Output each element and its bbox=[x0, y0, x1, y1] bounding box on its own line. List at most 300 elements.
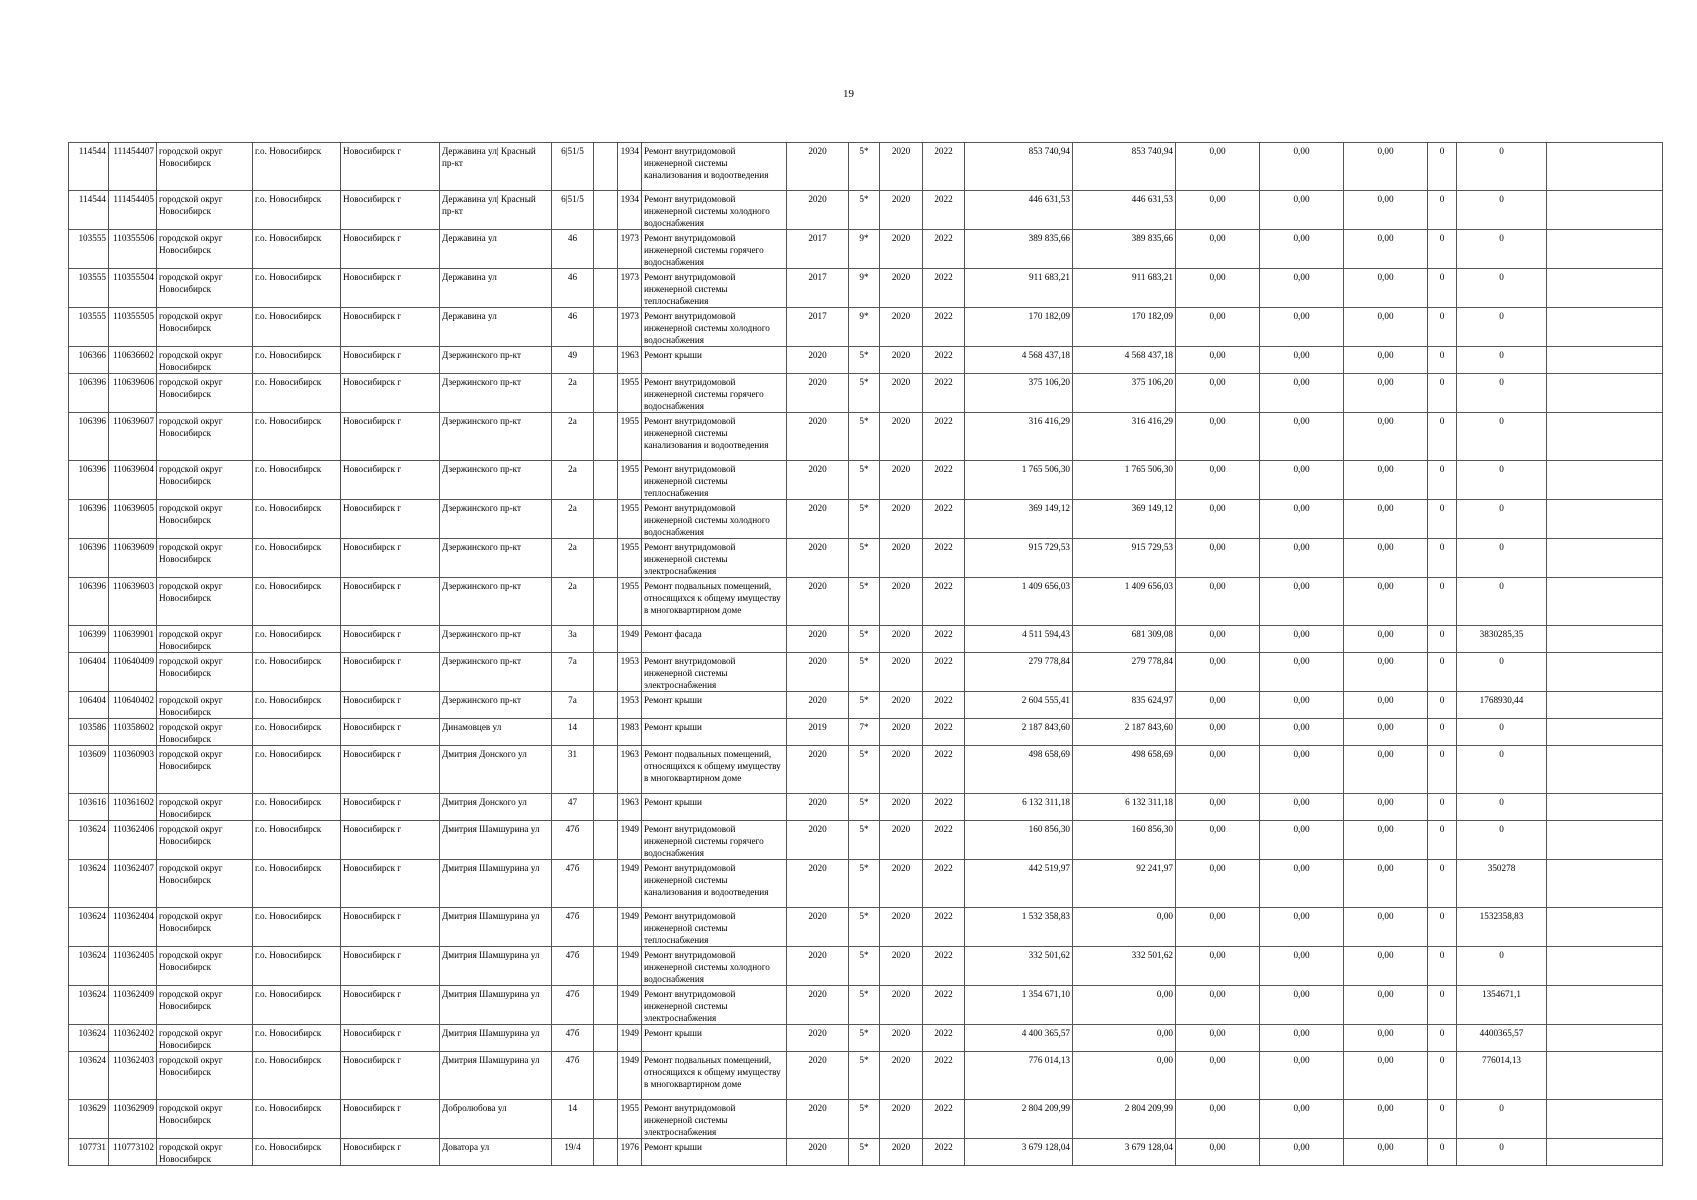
row-floors: 5* bbox=[849, 500, 880, 539]
row-total-cost: 853 740,94 bbox=[965, 143, 1073, 191]
row-zero-col: 0 bbox=[1428, 908, 1457, 947]
row-start-year: 2020 bbox=[880, 1139, 923, 1166]
row-floors: 5* bbox=[849, 653, 880, 692]
row-street: Дмитрия Шамшурина ул bbox=[440, 947, 552, 986]
row-id: 106396 bbox=[69, 578, 109, 626]
row-source-2: 0,00 bbox=[1260, 794, 1344, 821]
row-total-cost: 6 132 311,18 bbox=[965, 794, 1073, 821]
row-start-year: 2020 bbox=[880, 626, 923, 653]
row-block bbox=[594, 692, 618, 719]
row-year: 1973 bbox=[618, 308, 642, 347]
row-street: Динамовцев ул bbox=[440, 719, 552, 746]
row-floors: 5* bbox=[849, 143, 880, 191]
row-extra-amount: 1354671,1 bbox=[1457, 986, 1547, 1025]
table-row bbox=[69, 230, 1663, 269]
row-work-type: Ремонт крыши bbox=[642, 719, 787, 746]
row-source-2: 0,00 bbox=[1260, 986, 1344, 1025]
table-row bbox=[69, 794, 1663, 821]
row-extra-amount: 0 bbox=[1457, 821, 1547, 860]
row-id: 114544 bbox=[69, 143, 109, 191]
row-zero-col: 0 bbox=[1428, 1052, 1457, 1100]
row-total-cost: 1 354 671,10 bbox=[965, 986, 1073, 1025]
row-city: Новосибирск г bbox=[341, 1100, 440, 1139]
row-plan-year: 2020 bbox=[787, 461, 849, 500]
row-block bbox=[594, 308, 618, 347]
row-work-type: Ремонт внутридомовой инженерной системы теплоснабжения bbox=[642, 269, 787, 308]
row-floors: 5* bbox=[849, 746, 880, 794]
row-house: 47б bbox=[552, 986, 594, 1025]
row-fund-amount: 332 501,62 bbox=[1073, 947, 1176, 986]
row-source-1: 0,00 bbox=[1176, 500, 1260, 539]
row-id: 103624 bbox=[69, 986, 109, 1025]
row-year: 1955 bbox=[618, 539, 642, 578]
row-empty-cell bbox=[1547, 626, 1663, 653]
row-zero-col: 0 bbox=[1428, 1139, 1457, 1166]
row-block bbox=[594, 374, 618, 413]
row-code: 111454407 bbox=[109, 143, 157, 191]
row-extra-amount: 0 bbox=[1457, 539, 1547, 578]
row-end-year: 2022 bbox=[923, 908, 965, 947]
row-year: 1949 bbox=[618, 908, 642, 947]
row-zero-col: 0 bbox=[1428, 308, 1457, 347]
row-fund-amount: 1 409 656,03 bbox=[1073, 578, 1176, 626]
row-city: Новосибирск г bbox=[341, 230, 440, 269]
row-start-year: 2020 bbox=[880, 794, 923, 821]
row-total-cost: 915 729,53 bbox=[965, 539, 1073, 578]
row-source-2: 0,00 bbox=[1260, 719, 1344, 746]
row-extra-amount: 3830285,35 bbox=[1457, 626, 1547, 653]
row-end-year: 2022 bbox=[923, 191, 965, 230]
row-block bbox=[594, 1139, 618, 1166]
row-street: Дмитрия Шамшурина ул bbox=[440, 1052, 552, 1100]
row-street: Дзержинского пр-кт bbox=[440, 347, 552, 374]
row-source-1: 0,00 bbox=[1176, 1100, 1260, 1139]
row-source-3: 0,00 bbox=[1344, 1139, 1428, 1166]
row-extra-amount: 0 bbox=[1457, 500, 1547, 539]
table-row bbox=[69, 626, 1663, 653]
row-code: 110360903 bbox=[109, 746, 157, 794]
row-extra-amount: 0 bbox=[1457, 794, 1547, 821]
row-street: Дзержинского пр-кт bbox=[440, 578, 552, 626]
row-end-year: 2022 bbox=[923, 308, 965, 347]
row-block bbox=[594, 1052, 618, 1100]
row-floors: 5* bbox=[849, 986, 880, 1025]
row-municipality: г.о. Новосибирск bbox=[253, 461, 341, 500]
row-plan-year: 2020 bbox=[787, 539, 849, 578]
row-block bbox=[594, 578, 618, 626]
row-district: городской округ Новосибирск bbox=[157, 653, 253, 692]
row-work-type: Ремонт внутридомовой инженерной системы горячего водоснабжения bbox=[642, 821, 787, 860]
row-fund-amount: 369 149,12 bbox=[1073, 500, 1176, 539]
row-street: Дзержинского пр-кт bbox=[440, 374, 552, 413]
row-floors: 5* bbox=[849, 1139, 880, 1166]
row-extra-amount: 0 bbox=[1457, 347, 1547, 374]
row-district: городской округ Новосибирск bbox=[157, 1025, 253, 1052]
row-end-year: 2022 bbox=[923, 947, 965, 986]
row-zero-col: 0 bbox=[1428, 746, 1457, 794]
row-empty-cell bbox=[1547, 413, 1663, 461]
row-house: 46 bbox=[552, 269, 594, 308]
row-source-2: 0,00 bbox=[1260, 269, 1344, 308]
row-empty-cell bbox=[1547, 374, 1663, 413]
row-code: 110362406 bbox=[109, 821, 157, 860]
row-code: 110773102 bbox=[109, 1139, 157, 1166]
row-id: 106404 bbox=[69, 692, 109, 719]
row-fund-amount: 0,00 bbox=[1073, 908, 1176, 947]
row-start-year: 2020 bbox=[880, 719, 923, 746]
row-house: 47б bbox=[552, 1025, 594, 1052]
row-zero-col: 0 bbox=[1428, 947, 1457, 986]
table-row bbox=[69, 821, 1663, 860]
table-row bbox=[69, 986, 1663, 1025]
row-code: 110362402 bbox=[109, 1025, 157, 1052]
row-zero-col: 0 bbox=[1428, 230, 1457, 269]
row-end-year: 2022 bbox=[923, 1025, 965, 1052]
row-source-1: 0,00 bbox=[1176, 653, 1260, 692]
row-source-2: 0,00 bbox=[1260, 1100, 1344, 1139]
row-start-year: 2020 bbox=[880, 191, 923, 230]
row-extra-amount: 0 bbox=[1457, 191, 1547, 230]
row-source-3: 0,00 bbox=[1344, 374, 1428, 413]
row-city: Новосибирск г bbox=[341, 626, 440, 653]
row-floors: 5* bbox=[849, 1100, 880, 1139]
table-row bbox=[69, 746, 1663, 794]
row-municipality: г.о. Новосибирск bbox=[253, 1025, 341, 1052]
row-municipality: г.о. Новосибирск bbox=[253, 191, 341, 230]
row-empty-cell bbox=[1547, 746, 1663, 794]
row-source-1: 0,00 bbox=[1176, 191, 1260, 230]
row-floors: 7* bbox=[849, 719, 880, 746]
row-id: 106396 bbox=[69, 539, 109, 578]
row-total-cost: 332 501,62 bbox=[965, 947, 1073, 986]
row-end-year: 2022 bbox=[923, 746, 965, 794]
row-total-cost: 1 409 656,03 bbox=[965, 578, 1073, 626]
row-extra-amount: 0 bbox=[1457, 653, 1547, 692]
row-block bbox=[594, 794, 618, 821]
row-floors: 9* bbox=[849, 230, 880, 269]
row-source-3: 0,00 bbox=[1344, 230, 1428, 269]
row-plan-year: 2020 bbox=[787, 746, 849, 794]
row-fund-amount: 375 106,20 bbox=[1073, 374, 1176, 413]
row-city: Новосибирск г bbox=[341, 374, 440, 413]
row-zero-col: 0 bbox=[1428, 539, 1457, 578]
row-extra-amount: 0 bbox=[1457, 461, 1547, 500]
row-start-year: 2020 bbox=[880, 308, 923, 347]
table-row bbox=[69, 1052, 1663, 1100]
row-source-1: 0,00 bbox=[1176, 719, 1260, 746]
row-floors: 5* bbox=[849, 413, 880, 461]
row-city: Новосибирск г bbox=[341, 1052, 440, 1100]
row-house: 14 bbox=[552, 1100, 594, 1139]
row-code: 110362403 bbox=[109, 1052, 157, 1100]
row-source-2: 0,00 bbox=[1260, 578, 1344, 626]
row-year: 1973 bbox=[618, 230, 642, 269]
row-empty-cell bbox=[1547, 230, 1663, 269]
row-block bbox=[594, 500, 618, 539]
row-extra-amount: 0 bbox=[1457, 230, 1547, 269]
row-total-cost: 389 835,66 bbox=[965, 230, 1073, 269]
row-source-2: 0,00 bbox=[1260, 413, 1344, 461]
row-zero-col: 0 bbox=[1428, 626, 1457, 653]
row-house: 46 bbox=[552, 308, 594, 347]
row-source-3: 0,00 bbox=[1344, 692, 1428, 719]
row-municipality: г.о. Новосибирск bbox=[253, 653, 341, 692]
row-source-3: 0,00 bbox=[1344, 1025, 1428, 1052]
row-start-year: 2020 bbox=[880, 1025, 923, 1052]
row-zero-col: 0 bbox=[1428, 653, 1457, 692]
row-year: 1963 bbox=[618, 746, 642, 794]
row-plan-year: 2020 bbox=[787, 860, 849, 908]
row-end-year: 2022 bbox=[923, 578, 965, 626]
row-fund-amount: 498 658,69 bbox=[1073, 746, 1176, 794]
row-district: городской округ Новосибирск bbox=[157, 947, 253, 986]
row-plan-year: 2020 bbox=[787, 500, 849, 539]
row-district: городской округ Новосибирск bbox=[157, 269, 253, 308]
row-city: Новосибирск г bbox=[341, 413, 440, 461]
row-year: 1934 bbox=[618, 191, 642, 230]
row-house: 2а bbox=[552, 413, 594, 461]
row-district: городской округ Новосибирск bbox=[157, 719, 253, 746]
row-source-3: 0,00 bbox=[1344, 143, 1428, 191]
row-house: 6|51/5 bbox=[552, 191, 594, 230]
row-house: 47б bbox=[552, 908, 594, 947]
row-house: 47б bbox=[552, 1052, 594, 1100]
row-source-2: 0,00 bbox=[1260, 500, 1344, 539]
row-year: 1976 bbox=[618, 1139, 642, 1166]
row-work-type: Ремонт фасада bbox=[642, 626, 787, 653]
row-work-type: Ремонт крыши bbox=[642, 347, 787, 374]
row-plan-year: 2020 bbox=[787, 653, 849, 692]
row-start-year: 2020 bbox=[880, 908, 923, 947]
row-district: городской округ Новосибирск bbox=[157, 1100, 253, 1139]
table-row bbox=[69, 1139, 1663, 1166]
row-fund-amount: 911 683,21 bbox=[1073, 269, 1176, 308]
row-source-3: 0,00 bbox=[1344, 1052, 1428, 1100]
row-city: Новосибирск г bbox=[341, 794, 440, 821]
row-fund-amount: 170 182,09 bbox=[1073, 308, 1176, 347]
row-source-2: 0,00 bbox=[1260, 1139, 1344, 1166]
row-empty-cell bbox=[1547, 821, 1663, 860]
row-city: Новосибирск г bbox=[341, 269, 440, 308]
row-empty-cell bbox=[1547, 578, 1663, 626]
row-zero-col: 0 bbox=[1428, 719, 1457, 746]
row-zero-col: 0 bbox=[1428, 413, 1457, 461]
row-source-1: 0,00 bbox=[1176, 947, 1260, 986]
row-street: Державина ул bbox=[440, 269, 552, 308]
row-extra-amount: 0 bbox=[1457, 719, 1547, 746]
row-plan-year: 2020 bbox=[787, 374, 849, 413]
row-district: городской округ Новосибирск bbox=[157, 230, 253, 269]
row-municipality: г.о. Новосибирск bbox=[253, 269, 341, 308]
table-row bbox=[69, 1100, 1663, 1139]
row-source-2: 0,00 bbox=[1260, 746, 1344, 794]
row-code: 110639606 bbox=[109, 374, 157, 413]
row-plan-year: 2017 bbox=[787, 230, 849, 269]
row-zero-col: 0 bbox=[1428, 143, 1457, 191]
row-zero-col: 0 bbox=[1428, 1100, 1457, 1139]
row-municipality: г.о. Новосибирск bbox=[253, 413, 341, 461]
row-fund-amount: 6 132 311,18 bbox=[1073, 794, 1176, 821]
row-city: Новосибирск г bbox=[341, 347, 440, 374]
row-floors: 5* bbox=[849, 374, 880, 413]
row-year: 1949 bbox=[618, 986, 642, 1025]
row-empty-cell bbox=[1547, 653, 1663, 692]
row-source-2: 0,00 bbox=[1260, 653, 1344, 692]
row-id: 106366 bbox=[69, 347, 109, 374]
row-end-year: 2022 bbox=[923, 269, 965, 308]
row-fund-amount: 681 309,08 bbox=[1073, 626, 1176, 653]
row-source-3: 0,00 bbox=[1344, 269, 1428, 308]
row-extra-amount: 0 bbox=[1457, 947, 1547, 986]
row-block bbox=[594, 269, 618, 308]
row-total-cost: 1 765 506,30 bbox=[965, 461, 1073, 500]
row-start-year: 2020 bbox=[880, 269, 923, 308]
row-total-cost: 442 519,97 bbox=[965, 860, 1073, 908]
row-work-type: Ремонт внутридомовой инженерной системы электроснабжения bbox=[642, 986, 787, 1025]
row-start-year: 2020 bbox=[880, 347, 923, 374]
row-zero-col: 0 bbox=[1428, 821, 1457, 860]
row-code: 110639605 bbox=[109, 500, 157, 539]
row-district: городской округ Новосибирск bbox=[157, 692, 253, 719]
row-block bbox=[594, 626, 618, 653]
row-plan-year: 2020 bbox=[787, 578, 849, 626]
row-source-3: 0,00 bbox=[1344, 653, 1428, 692]
table-row bbox=[69, 500, 1663, 539]
row-work-type: Ремонт внутридомовой инженерной системы электроснабжения bbox=[642, 1100, 787, 1139]
row-extra-amount: 1532358,83 bbox=[1457, 908, 1547, 947]
row-source-3: 0,00 bbox=[1344, 860, 1428, 908]
row-total-cost: 498 658,69 bbox=[965, 746, 1073, 794]
row-plan-year: 2020 bbox=[787, 191, 849, 230]
row-house: 7а bbox=[552, 692, 594, 719]
row-year: 1955 bbox=[618, 374, 642, 413]
row-total-cost: 170 182,09 bbox=[965, 308, 1073, 347]
row-city: Новосибирск г bbox=[341, 746, 440, 794]
row-code: 110639604 bbox=[109, 461, 157, 500]
row-extra-amount: 0 bbox=[1457, 269, 1547, 308]
table-row bbox=[69, 269, 1663, 308]
row-municipality: г.о. Новосибирск bbox=[253, 374, 341, 413]
row-house: 7а bbox=[552, 653, 594, 692]
row-floors: 9* bbox=[849, 269, 880, 308]
row-end-year: 2022 bbox=[923, 230, 965, 269]
row-code: 110362404 bbox=[109, 908, 157, 947]
row-street: Державина ул| Красный пр-кт bbox=[440, 191, 552, 230]
row-work-type: Ремонт внутридомовой инженерной системы холодного водоснабжения bbox=[642, 308, 787, 347]
row-city: Новосибирск г bbox=[341, 539, 440, 578]
row-block bbox=[594, 821, 618, 860]
row-street: Державина ул bbox=[440, 308, 552, 347]
row-end-year: 2022 bbox=[923, 794, 965, 821]
table-row bbox=[69, 1025, 1663, 1052]
row-source-3: 0,00 bbox=[1344, 821, 1428, 860]
row-source-1: 0,00 bbox=[1176, 908, 1260, 947]
row-block bbox=[594, 947, 618, 986]
row-end-year: 2022 bbox=[923, 500, 965, 539]
row-floors: 5* bbox=[849, 860, 880, 908]
row-street: Дзержинского пр-кт bbox=[440, 500, 552, 539]
row-end-year: 2022 bbox=[923, 1100, 965, 1139]
row-plan-year: 2020 bbox=[787, 1052, 849, 1100]
row-code: 110636602 bbox=[109, 347, 157, 374]
row-plan-year: 2020 bbox=[787, 143, 849, 191]
row-block bbox=[594, 230, 618, 269]
table-row bbox=[69, 692, 1663, 719]
row-street: Дмитрия Шамшурина ул bbox=[440, 1025, 552, 1052]
row-end-year: 2022 bbox=[923, 692, 965, 719]
row-fund-amount: 2 804 209,99 bbox=[1073, 1100, 1176, 1139]
row-source-2: 0,00 bbox=[1260, 461, 1344, 500]
row-district: городской округ Новосибирск bbox=[157, 578, 253, 626]
row-municipality: г.о. Новосибирск bbox=[253, 578, 341, 626]
row-work-type: Ремонт внутридомовой инженерной системы канализования и водоотведения bbox=[642, 860, 787, 908]
row-house: 31 bbox=[552, 746, 594, 794]
row-total-cost: 446 631,53 bbox=[965, 191, 1073, 230]
row-source-2: 0,00 bbox=[1260, 374, 1344, 413]
row-district: городской округ Новосибирск bbox=[157, 908, 253, 947]
row-source-3: 0,00 bbox=[1344, 500, 1428, 539]
row-city: Новосибирск г bbox=[341, 821, 440, 860]
row-end-year: 2022 bbox=[923, 461, 965, 500]
row-source-1: 0,00 bbox=[1176, 539, 1260, 578]
row-source-1: 0,00 bbox=[1176, 1025, 1260, 1052]
row-city: Новосибирск г bbox=[341, 461, 440, 500]
row-house: 14 bbox=[552, 719, 594, 746]
row-source-2: 0,00 bbox=[1260, 308, 1344, 347]
row-municipality: г.о. Новосибирск bbox=[253, 986, 341, 1025]
row-block bbox=[594, 143, 618, 191]
row-city: Новосибирск г bbox=[341, 947, 440, 986]
row-start-year: 2020 bbox=[880, 461, 923, 500]
row-zero-col: 0 bbox=[1428, 269, 1457, 308]
row-city: Новосибирск г bbox=[341, 191, 440, 230]
table-row bbox=[69, 947, 1663, 986]
row-work-type: Ремонт внутридомовой инженерной системы холодного водоснабжения bbox=[642, 500, 787, 539]
row-empty-cell bbox=[1547, 461, 1663, 500]
row-source-2: 0,00 bbox=[1260, 692, 1344, 719]
row-zero-col: 0 bbox=[1428, 1025, 1457, 1052]
row-plan-year: 2020 bbox=[787, 986, 849, 1025]
row-source-3: 0,00 bbox=[1344, 578, 1428, 626]
table-row bbox=[69, 413, 1663, 461]
repair-registry-table bbox=[68, 142, 1663, 1166]
row-city: Новосибирск г bbox=[341, 1139, 440, 1166]
row-fund-amount: 446 631,53 bbox=[1073, 191, 1176, 230]
row-street: Державина ул| Красный пр-кт bbox=[440, 143, 552, 191]
row-source-3: 0,00 bbox=[1344, 908, 1428, 947]
row-source-1: 0,00 bbox=[1176, 1052, 1260, 1100]
row-source-1: 0,00 bbox=[1176, 578, 1260, 626]
row-source-2: 0,00 bbox=[1260, 1025, 1344, 1052]
row-district: городской округ Новосибирск bbox=[157, 626, 253, 653]
row-work-type: Ремонт внутридомовой инженерной системы горячего водоснабжения bbox=[642, 230, 787, 269]
row-total-cost: 911 683,21 bbox=[965, 269, 1073, 308]
row-municipality: г.о. Новосибирск bbox=[253, 746, 341, 794]
row-zero-col: 0 bbox=[1428, 794, 1457, 821]
row-total-cost: 4 511 594,43 bbox=[965, 626, 1073, 653]
row-zero-col: 0 bbox=[1428, 986, 1457, 1025]
row-plan-year: 2017 bbox=[787, 269, 849, 308]
row-source-2: 0,00 bbox=[1260, 1052, 1344, 1100]
row-work-type: Ремонт подвальных помещений, относящихся к общему имуществу в многоквартирном доме bbox=[642, 746, 787, 794]
row-empty-cell bbox=[1547, 143, 1663, 191]
row-municipality: г.о. Новосибирск bbox=[253, 821, 341, 860]
row-extra-amount: 0 bbox=[1457, 578, 1547, 626]
row-code: 110358602 bbox=[109, 719, 157, 746]
row-id: 103555 bbox=[69, 230, 109, 269]
table-row bbox=[69, 578, 1663, 626]
row-fund-amount: 915 729,53 bbox=[1073, 539, 1176, 578]
